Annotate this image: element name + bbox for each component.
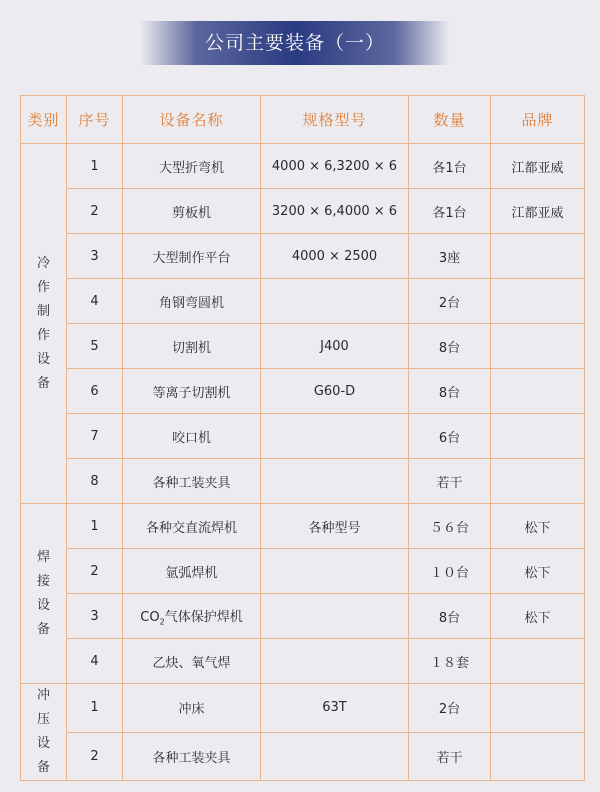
table-row <box>21 459 585 504</box>
spec-model <box>261 639 409 684</box>
spec-model: 各种型号 <box>261 504 409 549</box>
header-number: 序号 <box>67 96 123 144</box>
brand <box>491 279 585 324</box>
row-number: 8 <box>67 459 123 504</box>
row-number: 7 <box>67 414 123 459</box>
quantity: 若干 <box>409 732 491 781</box>
table-row <box>21 279 585 324</box>
brand <box>491 459 585 504</box>
quantity: １０台 <box>409 549 491 594</box>
category-cell <box>21 684 67 781</box>
row-number: 3 <box>67 594 123 639</box>
category-label: 冲压设备 <box>36 688 50 775</box>
quantity: 3座 <box>409 234 491 279</box>
table-row <box>21 324 585 369</box>
quantity: 8台 <box>409 594 491 639</box>
quantity: 各1台 <box>409 144 491 189</box>
brand: 松下 <box>491 549 585 594</box>
header-row <box>21 96 585 144</box>
quantity: 2台 <box>409 279 491 324</box>
row-number: 6 <box>67 369 123 414</box>
table-row <box>21 684 585 733</box>
title-banner <box>140 21 450 65</box>
row-number: 1 <box>67 144 123 189</box>
category-label: 冷作制作设备 <box>36 255 50 391</box>
equipment-name: 乙炔、氧气焊 <box>123 639 261 684</box>
equipment-name: 切割机 <box>123 324 261 369</box>
brand: 松下 <box>491 594 585 639</box>
quantity: 6台 <box>409 414 491 459</box>
equipment-name: 剪板机 <box>123 189 261 234</box>
spec-model: G60-D <box>261 369 409 414</box>
brand <box>491 324 585 369</box>
header-brand: 品牌 <box>491 96 585 144</box>
table-row <box>21 504 585 549</box>
table-row <box>21 549 585 594</box>
brand <box>491 234 585 279</box>
equipment-name: 咬口机 <box>123 414 261 459</box>
table-row <box>21 144 585 189</box>
quantity: 若干 <box>409 459 491 504</box>
row-number: 1 <box>67 684 123 733</box>
row-number: 2 <box>67 549 123 594</box>
equipment-table <box>20 95 585 781</box>
table-row <box>21 234 585 279</box>
table-row <box>21 189 585 234</box>
equipment-name: 各种工装夹具 <box>123 732 261 781</box>
equipment-name-rest: 气体保护焊机 <box>164 609 243 625</box>
table-row <box>21 732 585 781</box>
quantity: 8台 <box>409 324 491 369</box>
equipment-name: 氩弧焊机 <box>123 549 261 594</box>
row-number: 3 <box>67 234 123 279</box>
equipment-name: 冲床 <box>123 684 261 733</box>
header-equipment-name: 设备名称 <box>123 96 261 144</box>
brand <box>491 732 585 781</box>
equipment-name: 大型折弯机 <box>123 144 261 189</box>
row-number: 2 <box>67 189 123 234</box>
quantity: 各1台 <box>409 189 491 234</box>
brand: 江都亚威 <box>491 144 585 189</box>
spec-model: 4000 × 2500 <box>261 234 409 279</box>
header-spec-model: 规格型号 <box>261 96 409 144</box>
header-category: 类别 <box>21 96 67 144</box>
quantity: 8台 <box>409 369 491 414</box>
category-cell <box>21 504 67 684</box>
brand <box>491 684 585 733</box>
equipment-name-subscript: 2 <box>159 617 165 627</box>
quantity: ５６台 <box>409 504 491 549</box>
row-number: 1 <box>67 504 123 549</box>
spec-model <box>261 732 409 781</box>
table-row <box>21 594 585 639</box>
equipment-name: 角钢弯圆机 <box>123 279 261 324</box>
spec-model: 3200 × 6,4000 × 6 <box>261 189 409 234</box>
brand <box>491 369 585 414</box>
quantity: １８套 <box>409 639 491 684</box>
spec-model <box>261 279 409 324</box>
spec-model <box>261 414 409 459</box>
page-title: 公司主要装备（一） <box>204 32 385 54</box>
brand <box>491 414 585 459</box>
equipment-name: 等离子切割机 <box>123 369 261 414</box>
equipment-name: 大型制作平台 <box>123 234 261 279</box>
brand: 江都亚威 <box>491 189 585 234</box>
equipment-name: 各种工装夹具 <box>123 459 261 504</box>
quantity: 2台 <box>409 684 491 733</box>
spec-model: J400 <box>261 324 409 369</box>
row-number: 4 <box>67 279 123 324</box>
row-number: 2 <box>67 732 123 781</box>
table-row <box>21 369 585 414</box>
equipment-name <box>123 594 261 639</box>
row-number: 5 <box>67 324 123 369</box>
category-cell <box>21 144 67 504</box>
equipment-name: 各种交直流焊机 <box>123 504 261 549</box>
row-number: 4 <box>67 639 123 684</box>
spec-model: 4000 × 6,3200 × 6 <box>261 144 409 189</box>
brand: 松下 <box>491 504 585 549</box>
spec-model <box>261 549 409 594</box>
table-row <box>21 414 585 459</box>
header-quantity: 数量 <box>409 96 491 144</box>
spec-model <box>261 459 409 504</box>
spec-model <box>261 594 409 639</box>
category-label: 焊接设备 <box>36 549 50 637</box>
brand <box>491 639 585 684</box>
spec-model: 63T <box>261 684 409 733</box>
equipment-name-main: CO <box>140 609 160 625</box>
table-row <box>21 639 585 684</box>
